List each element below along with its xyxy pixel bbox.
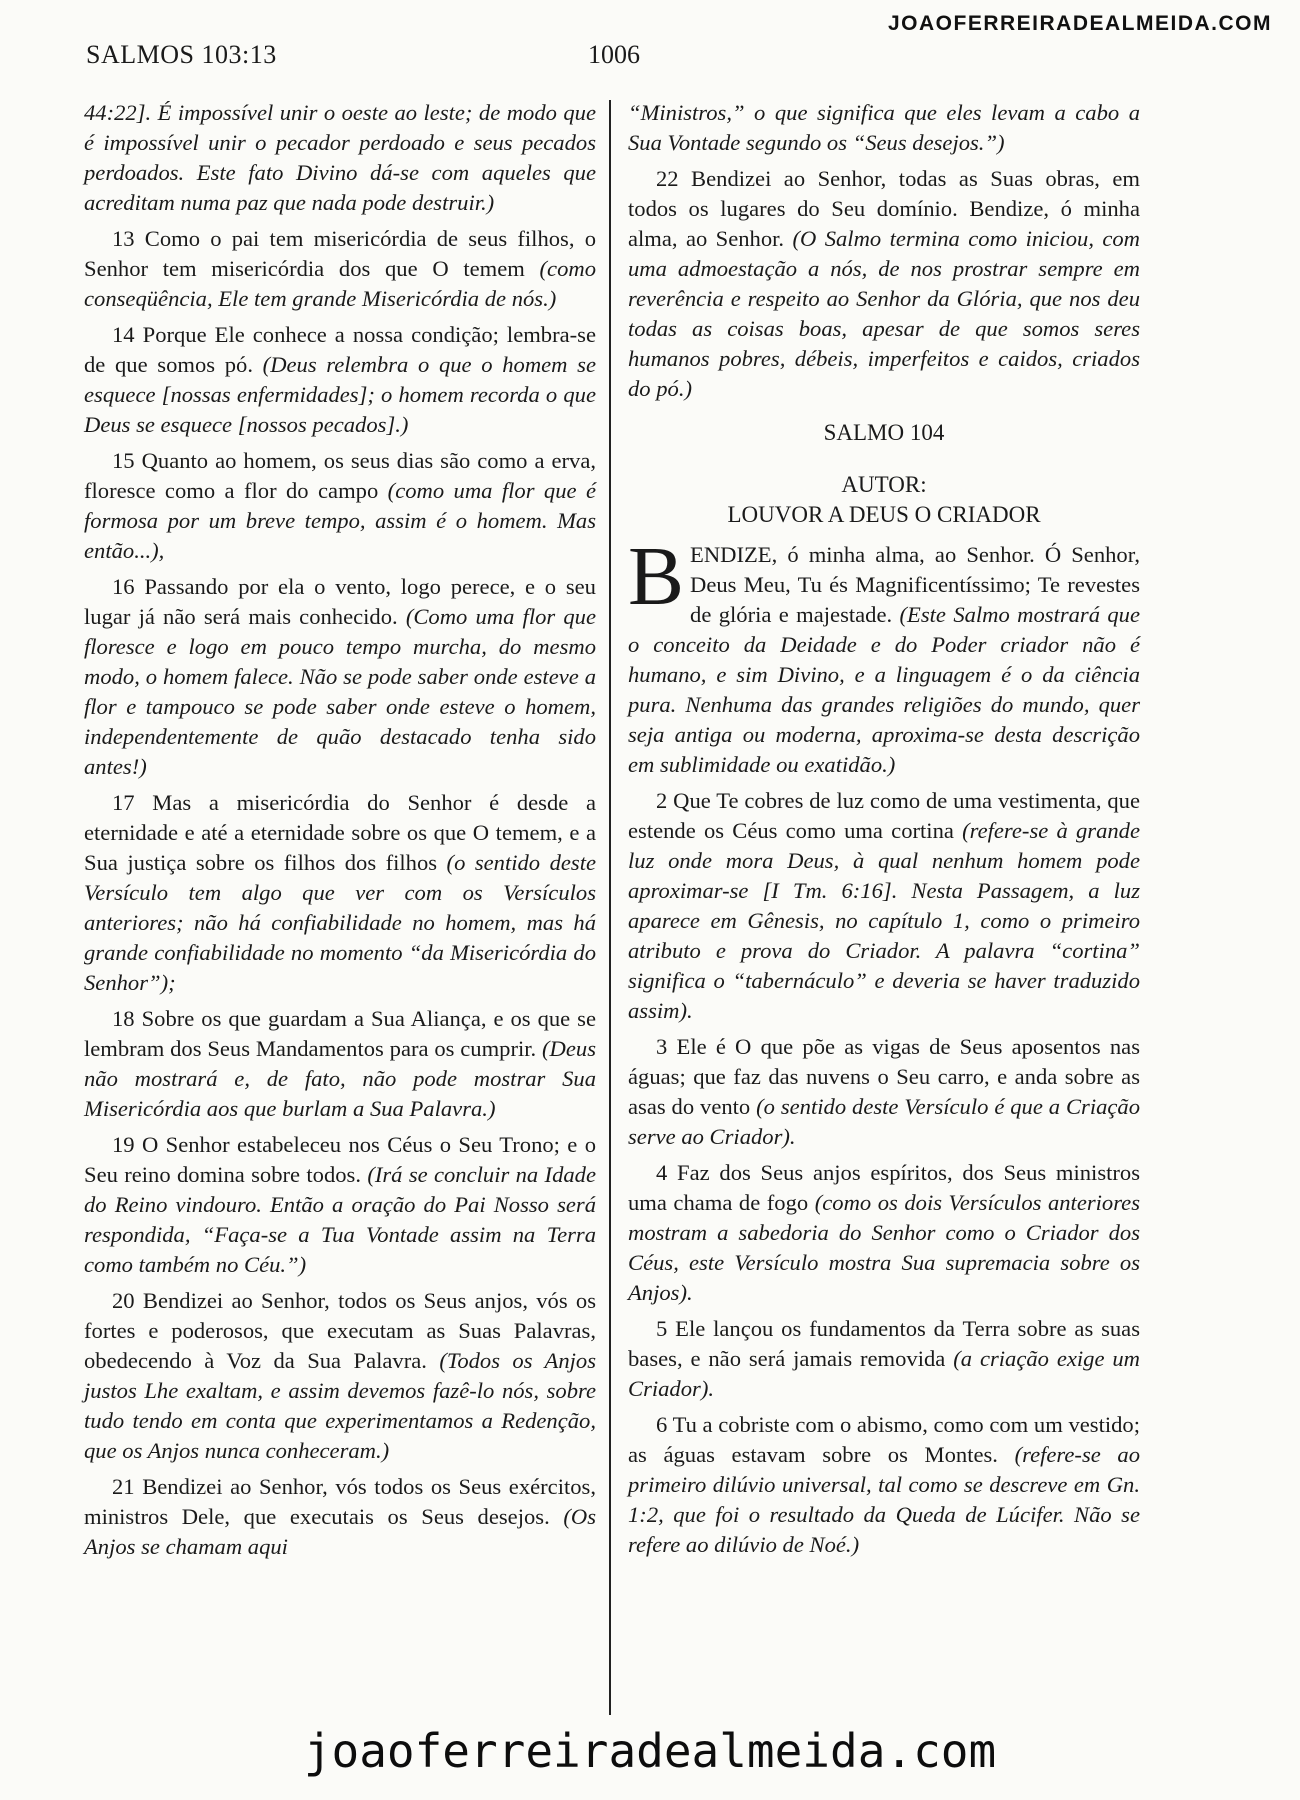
verse	[628, 1410, 1140, 1560]
verse	[628, 164, 1140, 404]
verse-text: ENDIZE, ó minha alma, ao Senhor. Ó Senhor, Deus Meu, Tu és Magnificentíssimo; Te revestes de glória e majestade.	[690, 542, 1140, 627]
verse-number: 18	[112, 1006, 135, 1031]
verse-text: Bendizei ao Senhor, todos os Seus anjos, vós os fortes e poderosos, que executam as Suas Palavras, obedecendo à Voz da Sua Palavra.	[84, 1288, 596, 1373]
verse-number: 14	[112, 322, 135, 347]
verse-commentary: (como uma flor que é formosa por um breve tempo, assim é o homem. Mas então...),	[84, 478, 597, 563]
page-number: 1006	[588, 40, 640, 69]
verse	[628, 786, 1140, 1026]
verse-number: 22	[656, 166, 679, 191]
site-watermark-bottom: joaoferreiradealmeida.com	[303, 1724, 997, 1778]
psalm-104-verses	[628, 786, 1140, 1560]
verse-number: 2	[656, 788, 668, 813]
verse-text: Tu a cobriste com o abismo, como com um vestido; as águas estavam sobre os Montes.	[628, 1412, 1140, 1467]
verse-number: 16	[112, 574, 135, 599]
verse-text: Mas a misericórdia do Senhor é desde a eternidade e até a eternidade sobre os que O temem, e a Sua justiça sobre os filhos dos filhos	[84, 790, 596, 875]
verse	[628, 1314, 1140, 1404]
verse	[84, 320, 596, 440]
verse-commentary: (Deus relembra o que o homem se esquece [nossas enfermidades]; o homem recorda o que Deus se esquece [nossos pecados].)	[84, 352, 596, 437]
verse-commentary: (refere-se à grande luz onde mora Deus, à qual nenhum homem pode aproximar-se [I Tm. 6:16]. Nesta Passagem, a luz aparece em Gênesis, no capítulo 1, como o primeiro atributo e prova do Criador. A palavra “cortina” significa o “tabernáculo” e deveria se haver traduzido assim).	[628, 818, 1140, 1023]
psalm-103-end	[628, 98, 1140, 404]
left-column	[84, 98, 596, 1568]
verse-number: 21	[112, 1474, 135, 1499]
psalm-104-verse-1	[628, 530, 1141, 780]
verse-number: 15	[112, 448, 135, 473]
verse-text: O Senhor estabeleceu nos Céus o Seu Trono; e o Seu reino domina sobre todos.	[84, 1132, 596, 1187]
verse-number: 17	[112, 790, 135, 815]
verse	[628, 1032, 1140, 1152]
verse	[84, 1130, 596, 1280]
verse-commentary: (a criação exige um Criador).	[628, 1346, 1140, 1401]
drop-cap: B	[628, 530, 685, 623]
verse	[84, 446, 596, 566]
verse-number: 20	[112, 1288, 135, 1313]
verse	[628, 1158, 1140, 1308]
verse-number: 5	[656, 1316, 668, 1341]
verse-number: 13	[112, 226, 135, 251]
verse-commentary: (Este Salmo mostrará que o conceito da Deidade e do Poder criador não é humano, e sim Divino, e a linguagem é o da ciência pura. Nenhuma das grandes religiões do mundo, quer seja antiga ou moderna, aproxima-se desta descrição em sublimidade ou exatidão.)	[628, 602, 1141, 777]
verse-commentary: (como os dois Versículos anteriores mostram a sabedoria do Senhor como o Criador dos Céus, este Versículo mostra Sua supremacia sobre os Anjos).	[628, 1190, 1140, 1305]
verse-commentary: (O Salmo termina como iniciou, com uma admoestação a nós, de nos prostrar sempre em reverência e respeito ao Senhor da Glória, que nos deu todas as coisas boas, apesar de que somos seres humanos pobres, débeis, imperfeitos e caidos, criados do pó.)	[628, 226, 1140, 401]
verse-text: Quanto ao homem, os seus dias são como a erva, floresce como a flor do campo	[84, 448, 596, 503]
running-head: SALMOS 103:13	[86, 40, 277, 69]
verse-commentary: (Os Anjos se chamam aqui	[84, 1504, 596, 1559]
verse-commentary: (refere-se ao primeiro dilúvio universal, tal como se descreve em Gn. 1:2, que foi o resultado da Queda de Lúcifer. Não se refere ao dilúvio de Noé.)	[628, 1442, 1140, 1557]
verse-number: 19	[112, 1132, 135, 1157]
verse-commentary: (o sentido deste Versículo tem algo que ver com os Versículos anteriores; não há confiabilidade no homem, mas há grande confiabilidade no momento “da Misericórdia do Senhor”);	[84, 850, 597, 995]
verse-commentary: (Deus não mostrará e, de fato, não pode mostrar Sua Misericórdia aos que burlam a Sua Palavra.)	[84, 1036, 596, 1121]
verse-commentary: 44:22]. É impossível unir o oeste ao leste; de modo que é impossível unir o pecador perdoado e seus pecados perdoados. Este fato Divino dá-se com aqueles que acreditam numa paz que nada pode destruir.)	[84, 100, 596, 215]
site-watermark-top: JOAOFERREIRADEALMEIDA.COM	[887, 12, 1272, 35]
verse-text: Bendizei ao Senhor, vós todos os Seus exércitos, ministros Dele, que executais os Seus desejos.	[84, 1474, 596, 1529]
verse-commentary: (como conseqüência, Ele tem grande Misericórdia de nós.)	[84, 256, 596, 311]
verse	[84, 224, 596, 314]
psalm-author-label: AUTOR:	[841, 472, 927, 497]
verse	[84, 98, 596, 218]
verse-text: Faz dos Seus anjos espíritos, dos Seus ministros uma chama de fogo	[628, 1160, 1141, 1215]
verse	[84, 1472, 596, 1562]
verse	[84, 1004, 596, 1124]
verse-text: Que Te cobres de luz como de uma vestimenta, que estende os Céus como uma cortina	[628, 788, 1140, 843]
verse-text: Porque Ele conhece a nossa condição; lembra-se de que somos pó.	[84, 322, 596, 377]
verse	[84, 572, 596, 782]
verse-number: 4	[656, 1160, 668, 1185]
verse-commentary: (Como uma flor que floresce e logo em pouco tempo murcha, do mesmo modo, o homem falece. Não se pode saber onde esteve a flor e tampouco se pode saber onde esteve o homem, independentemente de quão destacado tenha sido antes!)	[84, 604, 596, 779]
verse-commentary: (Todos os Anjos justos Lhe exaltam, e assim devemos fazê-lo nós, sobre tudo tendo em conta que experimentamos a Redenção, que os Anjos nunca conheceram.)	[84, 1348, 596, 1463]
right-column	[628, 98, 1140, 1566]
verse-number: 6	[656, 1412, 668, 1437]
verse-commentary: “Ministros,” o que significa que eles levam a cabo a Sua Vontade segundo os “Seus desejos.”)	[628, 100, 1140, 155]
verse	[84, 1286, 596, 1466]
verse-text: Como o pai tem misericórdia de seus filhos, o Senhor tem misericórdia dos que O temem	[84, 226, 596, 281]
psalm-subtitle: LOUVOR A DEUS O CRIADOR	[727, 502, 1041, 527]
verse	[628, 98, 1140, 158]
verse-text: Passando por ela o vento, logo perece, e o seu lugar já não será mais conhecido.	[84, 574, 596, 629]
verse	[84, 788, 596, 998]
verse-text: Bendizei ao Senhor, todas as Suas obras, em todos os lugares do Seu domínio. Bendize, ó minha alma, ao Senhor.	[628, 166, 1140, 251]
verse-text: Sobre os que guardam a Sua Aliança, e os que se lembram dos Seus Mandamentos para os cumprir.	[84, 1006, 596, 1061]
verse-commentary: (Irá se concluir na Idade do Reino vindouro. Então a oração do Pai Nosso será respondida, “Faça-se a Tua Vontade assim na Terra como também no Céu.”)	[84, 1162, 596, 1277]
column-divider	[609, 100, 611, 1715]
verse-text: Ele é O que põe as vigas de Seus aposentos nas águas; que faz das nuvens o Seu carro, e anda sobre as asas do vento	[628, 1034, 1140, 1119]
psalm-title: SALMO 104	[823, 420, 945, 445]
verse-commentary: (o sentido deste Versículo é que a Criação serve ao Criador).	[628, 1094, 1141, 1149]
verse-text: Ele lançou os fundamentos da Terra sobre as suas bases, e não será jamais removida	[628, 1316, 1140, 1371]
verse-number: 3	[656, 1034, 668, 1059]
